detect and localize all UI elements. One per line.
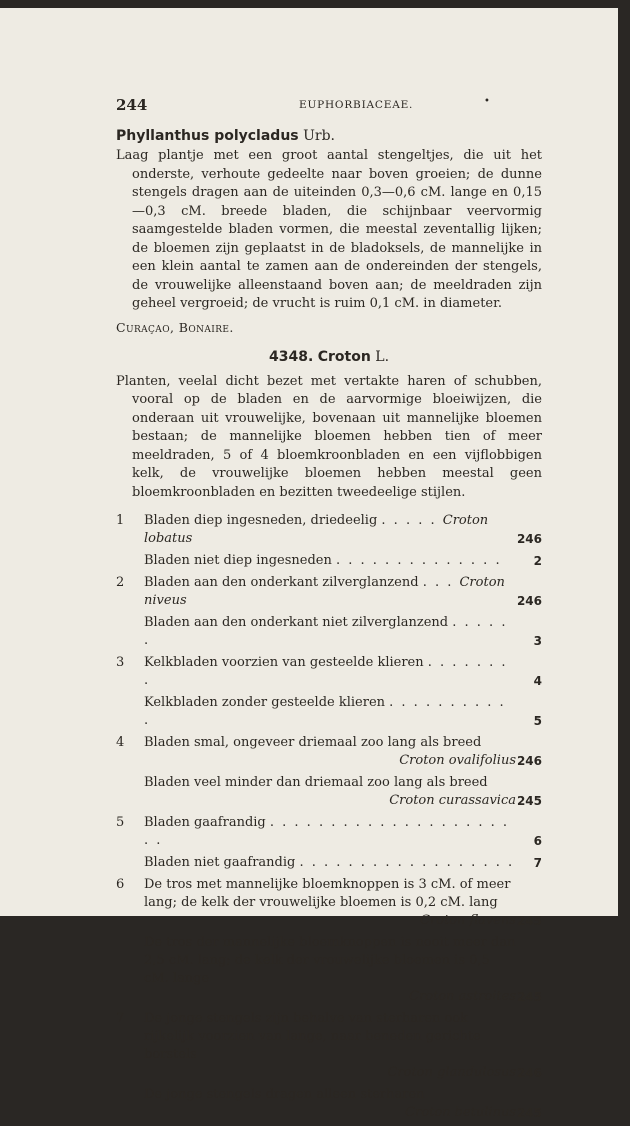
species-author: Urb. (303, 128, 335, 144)
key-leader-dots: . . . . . (381, 513, 443, 528)
key-leader-dots: . . . . . . . . . . . . . . (336, 553, 502, 568)
key-text: Bladen veel minder dan driemaal zoo lang als breed (144, 775, 488, 790)
key-taxon: Croton flavens (419, 913, 516, 928)
key-text: Bladen smal, ongeveer driemaal zoo lang als breed (144, 735, 482, 750)
key-entry (116, 814, 542, 850)
key-reference: 245 (516, 914, 542, 928)
page-header (116, 96, 546, 116)
key-taxon: Croton glandulosus (387, 1065, 516, 1080)
key-reference: 246 (516, 754, 542, 768)
key-entry (116, 934, 542, 1006)
genus-number: 4348. (268, 348, 314, 365)
key-entry (116, 694, 542, 730)
key-number: 4 (116, 735, 125, 750)
key-entry (116, 654, 542, 690)
key-reference: 246 (516, 1066, 542, 1080)
key-taxon: Croton betulinus (405, 1105, 516, 1120)
key-text: Kelkbladen zonder gesteelde klieren (144, 695, 390, 710)
key-leader-dots: . . . . . . . . . . . . . . . . . . . . . . (144, 815, 510, 848)
key-text: Kelkbladen voorzien van gesteelde klieren (144, 655, 428, 670)
key-text: Bladen niet diep ingesneden (144, 553, 336, 568)
key-entry (116, 574, 542, 610)
key-number: 2 (116, 575, 125, 590)
key-entry (116, 1010, 542, 1082)
key-reference: 245 (516, 794, 542, 808)
key-text: Bladen niet gaafrandig (144, 855, 300, 870)
key-reference: 245 (516, 1106, 542, 1120)
key-number: 1 (116, 513, 125, 528)
key-reference: 6 (533, 834, 542, 848)
key-taxon: Croton niveus (144, 575, 505, 608)
key-entry (116, 876, 542, 930)
key-entry (116, 512, 542, 548)
running-title: EUPHORBIACEAE. (299, 99, 414, 111)
species-name: Phyllanthus polycladus (116, 128, 299, 144)
key-leader-dots: . . . . . . . . (144, 655, 508, 688)
key-text: Bladen aan den onderkant niet zilverglanzend (144, 615, 453, 630)
key-text: Bladen diep ingesneden, driedeelig (144, 513, 382, 528)
key-entry (116, 774, 542, 810)
key-reference: 3 (533, 634, 542, 648)
key-text: De tros der mannelijke bloemknoppen is nooit meer dan 2,5 cM. lang; de kelk der vrouwelijke bloemen is 0,5 cM. lange (144, 935, 516, 986)
key-reference: 4 (533, 674, 542, 688)
key-entry (116, 1086, 542, 1122)
key-text: Bladen gaafrandig (144, 815, 270, 830)
key-taxon: Croton curassavica (389, 793, 516, 808)
species-description: Laag plantje met een groot aantal stengeltjes, die uit het onderste, verhoute gedeelte naar boven groeien; de dunne stengels dragen aan de uiteinden 0,3—0,6 cM. lange en 0,15—0,3 cM. breede bladen, die schijnbaar veervormig saamgestelde bladen vormen, die meestal zeventallig lijken; de bloemen zijn geplaatst in de bladoksels, de mannelijke in een klein aantal te zamen aan de ondereinden der stengels, de vrouwelijke alleenstaand boven aan; de meeldraden zijn geheel vergroeid; de vrucht is ruim 0,1 cM. in diameter. (116, 148, 542, 311)
key-leader-dots: . . . . . . (144, 615, 508, 648)
species-heading (116, 128, 542, 144)
species-locality: Curaçao, Bonaire. (116, 319, 234, 335)
key-text: Bladen aan den onderkant zilverglanzend (144, 575, 423, 590)
key-text: De jonge stengels dragen alleen sterharen (144, 1087, 425, 1102)
genus-description: Planten, veelal dicht bezet met vertakte haren of schubben, vooral op de bladen en de aarvormige bloeiwijzen, die onderaan uit vrouwelijke, bovenaan uit mannelijke bloemen bestaan; de mannelijke bloemen hebben tien of meer meeldraden, 5 of 4 bloemkroonbladen en een vijflobbigen kelk, de vrouwelijke bloemen hebben meestal geen bloemkroonbladen en bezitten tweedeelige stijlen. (116, 373, 542, 500)
book-page (0, 8, 618, 1120)
key-number: 3 (116, 655, 125, 670)
key-entry (116, 734, 542, 770)
key-reference: 7 (533, 856, 542, 870)
genus-author: L. (375, 348, 390, 365)
key-taxon: Croton lobatus (144, 513, 489, 546)
key-reference: 246 (516, 532, 542, 546)
key-taxon: Croton ovalifolius (399, 753, 516, 768)
key-entry (116, 854, 542, 872)
key-leader-dots: . . . (422, 575, 460, 590)
key-reference: 246 (516, 594, 542, 608)
key-text: De jonge stengels zijn behalve van sterharen ook rijkelijk voorzien van lange, naar beneden gerichte borstels (144, 1011, 481, 1062)
key-reference: 245 (516, 990, 542, 1004)
key-number: 6 (116, 877, 125, 892)
page-number: 244 (116, 96, 148, 114)
key-reference: 2 (533, 554, 542, 568)
key-number: 7 (116, 1011, 125, 1026)
identification-key (116, 512, 542, 1122)
print-mark: • (484, 96, 490, 107)
key-taxon: Croton astroites (409, 989, 516, 1004)
key-entry (116, 614, 542, 650)
key-reference: 5 (533, 714, 542, 728)
key-entry (116, 552, 542, 570)
key-text: De tros met mannelijke bloemknoppen is 3 cM. of meer lang; de kelk der vrouwelijke bloemen is 0,2 cM. lang (144, 877, 511, 910)
key-number: 5 (116, 815, 125, 830)
genus-heading (116, 349, 542, 365)
genus-name: Croton (317, 348, 371, 365)
key-leader-dots: . . . . . . . . . . . (144, 695, 506, 728)
key-leader-dots: . . . . . . . . . . . . . . . . . . (299, 855, 515, 870)
page-body (116, 128, 542, 1126)
